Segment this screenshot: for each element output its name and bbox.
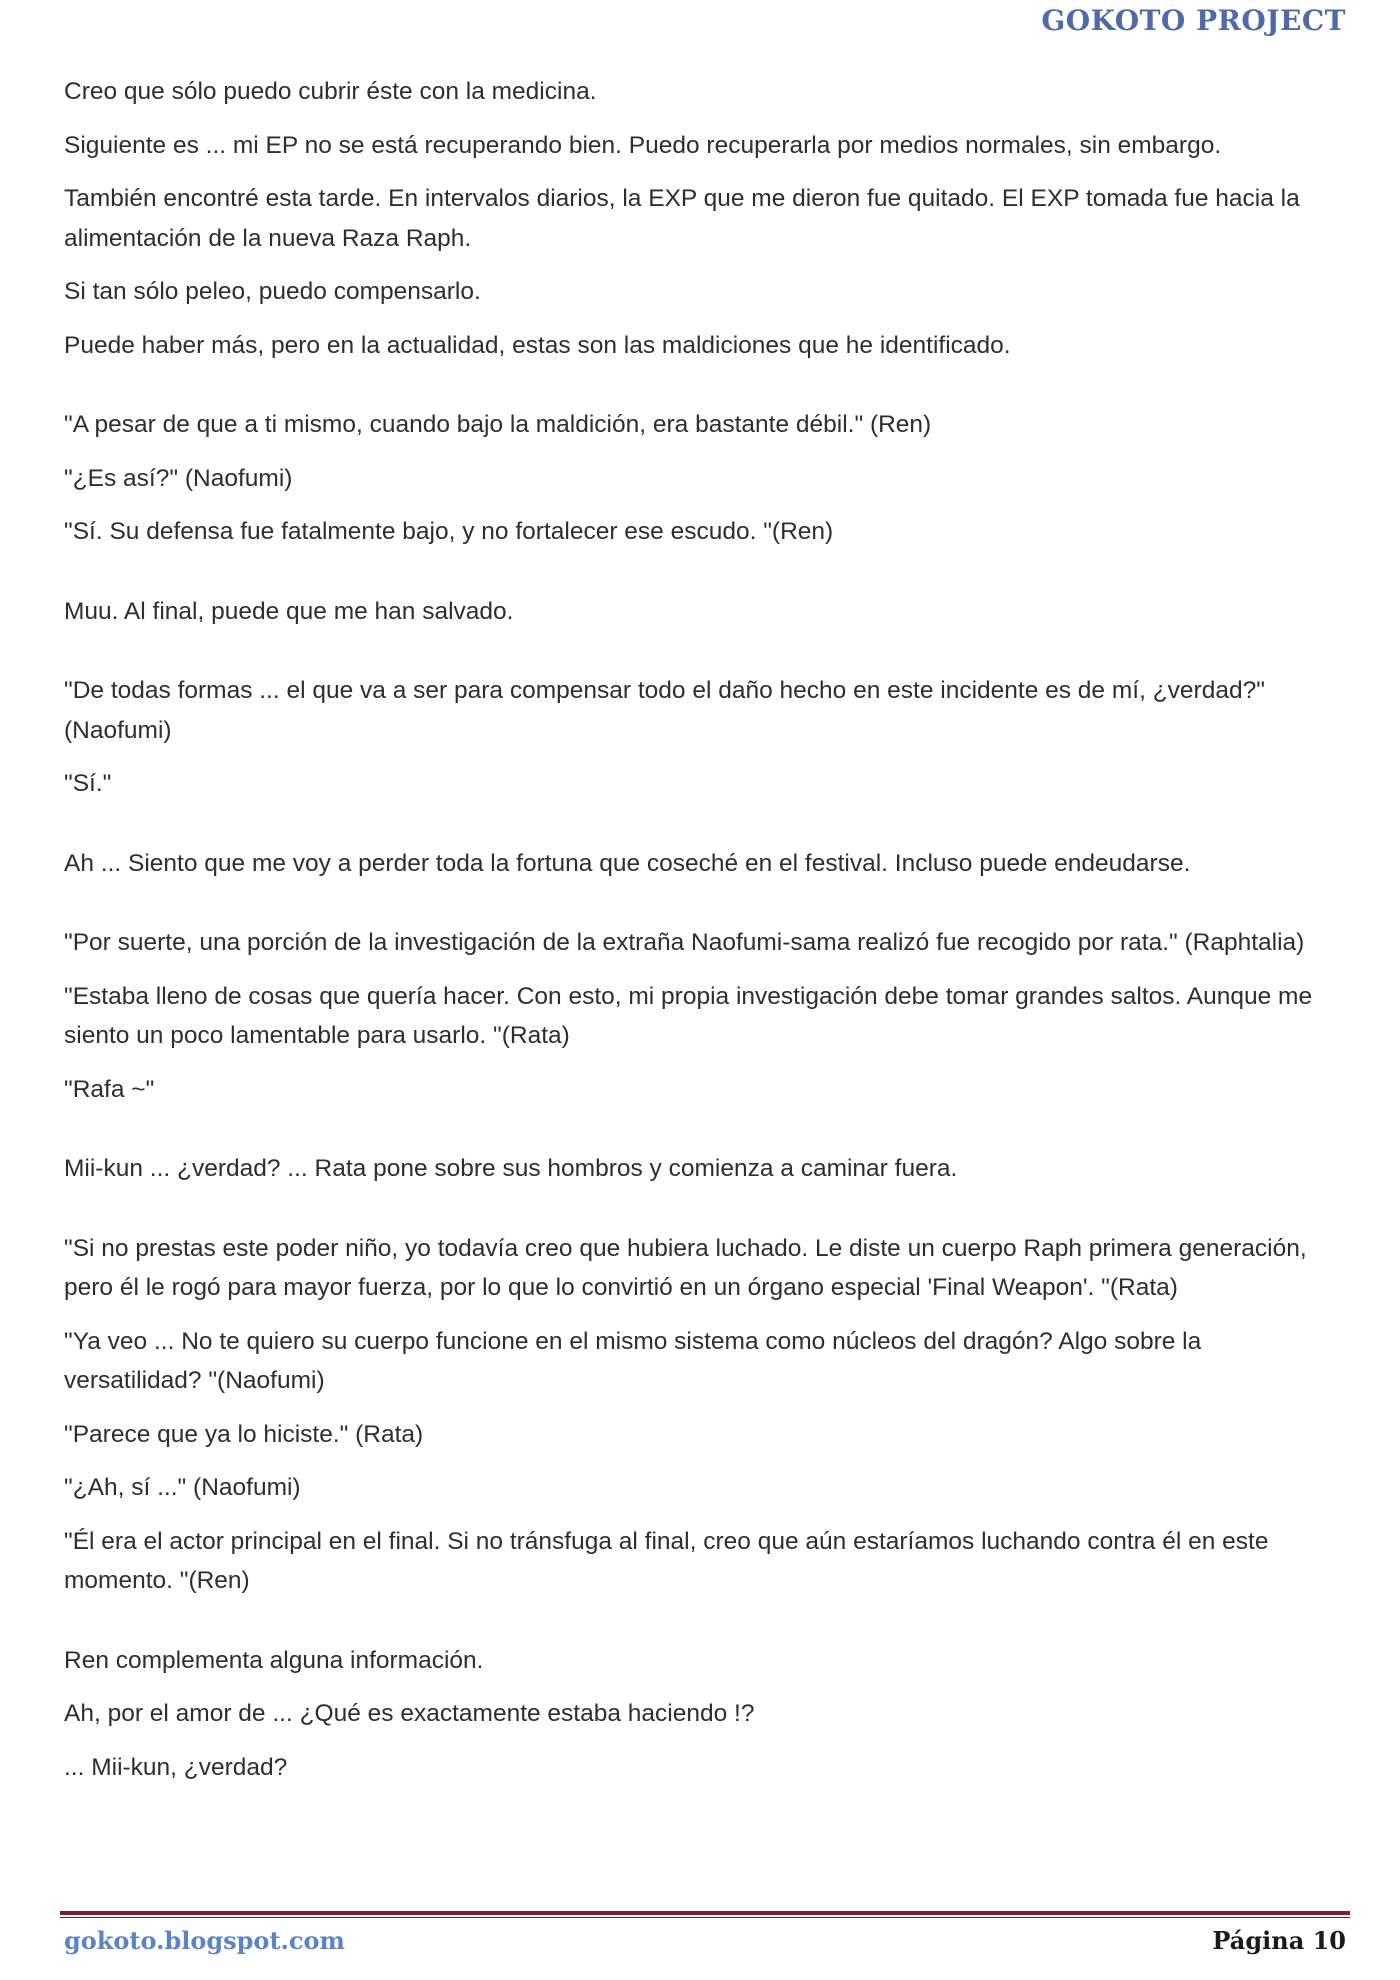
paragraph: "¿Ah, sí ..." (Naofumi): [64, 1474, 301, 1501]
paragraph: También encontré esta tarde. En intervalos diarios, la EXP que me dieron fue quitado. El EXP tomada fue hacia la alimentación de la nueva Raza Raph.: [64, 185, 1300, 252]
paragraph: "Ya veo ... No te quiero su cuerpo funcione en el mismo sistema como núcleos del dragón? Algo sobre la versatilidad? "(Naofumi): [64, 1327, 1202, 1394]
paragraph: Ren complementa alguna información.: [64, 1646, 484, 1674]
paragraph: "Parece que ya lo hiciste." (Rata): [64, 1420, 424, 1448]
footer-rule: [60, 1911, 1350, 1915]
paragraph: "Él era el actor principal en el final. Si no tránsfuga al final, creo que aún estaríamos luchando contra él en este momento. "(Ren): [64, 1527, 1269, 1594]
paragraph: Puede haber más, pero en la actualidad, estas son las maldiciones que he identificado.: [64, 331, 1011, 359]
paragraph: "Sí. Su defensa fue fatalmente bajo, y no fortalecer ese escudo. "(Ren): [64, 518, 834, 545]
paragraph: "Rafa ~": [64, 1075, 155, 1103]
paragraph: "A pesar de que a ti mismo, cuando bajo la maldición, era bastante débil." (Ren): [64, 411, 932, 438]
header-brand: GOKOTO PROJECT: [1041, 4, 1346, 37]
footer-rule-thin: [60, 1917, 1350, 1918]
paragraph: Siguiente es ... mi EP no se está recuperando bien. Puedo recuperarla por medios normales, sin embargo.: [64, 131, 1222, 159]
paragraph: "Por suerte, una porción de la investigación de la extraña Naofumi-sama realizó fue recogido por rata." (Raphtalia): [64, 929, 1305, 956]
paragraph: Creo que sólo puedo cubrir éste con la medicina.: [64, 78, 597, 105]
paragraph: Mii-kun ... ¿verdad? ... Rata pone sobre sus hombros y comienza a caminar fuera.: [64, 1155, 958, 1182]
page-number: Página 10: [1212, 1926, 1346, 1955]
paragraph: "Estaba lleno de cosas que quería hacer. Con esto, mi propia investigación debe tomar grandes saltos. Aunque me siento un poco lamentable para usarlo. "(Rata): [64, 982, 1313, 1049]
paragraph: "Sí.": [64, 770, 112, 797]
paragraph: ... Mii-kun, ¿verdad?: [64, 1753, 288, 1781]
paragraph: "Si no prestas este poder niño, yo todavía creo que hubiera luchado. Le diste un cuerpo Raph primera generación, pero él le rogó para mayor fuerza, por lo que lo convirtió en un órgano especial 'Final Weapon'. "(Rata): [64, 1234, 1307, 1301]
footer-site-link[interactable]: gokoto.blogspot.com: [64, 1926, 345, 1955]
document-body: [64, 72, 1344, 1801]
paragraph: "¿Es así?" (Naofumi): [64, 464, 293, 492]
paragraph: Muu. Al final, puede que me han salvado.: [64, 597, 514, 625]
paragraph: Ah ... Siento que me voy a perder toda la fortuna que coseché en el festival. Incluso puede endeudarse.: [64, 849, 1191, 877]
paragraph: Ah, por el amor de ... ¿Qué es exactamente estaba haciendo !?: [64, 1700, 755, 1727]
paragraph: "De todas formas ... el que va a ser para compensar todo el daño hecho en este incidente es de mí, ¿verdad?" (Naofumi): [64, 677, 1265, 744]
paragraph: Si tan sólo peleo, puedo compensarlo.: [64, 278, 481, 305]
